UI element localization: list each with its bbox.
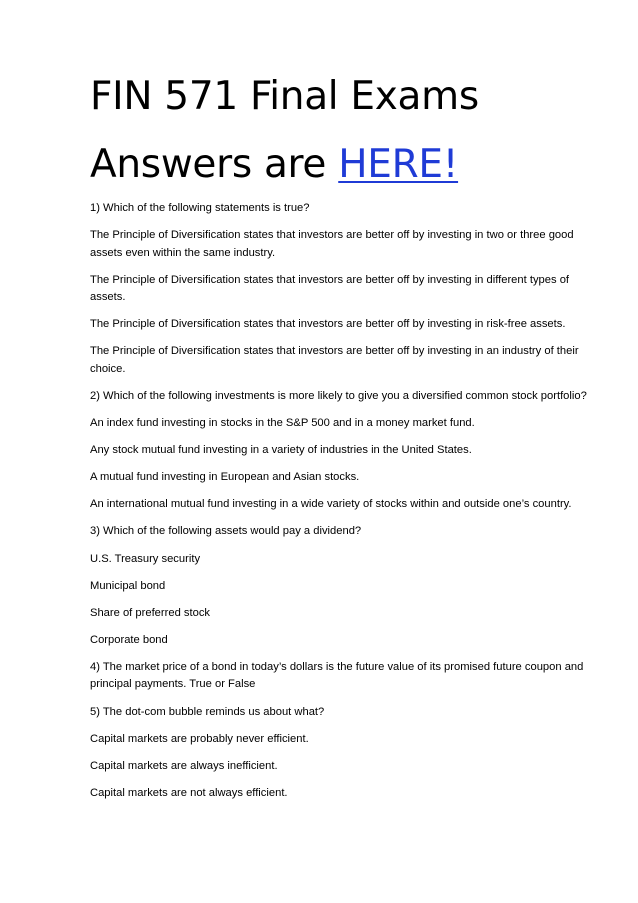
question-3: 3) Which of the following assets would pay a dividend? (90, 525, 362, 538)
answer-option: The Principle of Diversification states that investors are better off by investing in an industry of their choice. (90, 345, 579, 375)
questions-content (90, 200, 590, 802)
title-line-2 (90, 142, 590, 187)
title-line-2-text: Answers are (90, 142, 339, 187)
answer-option: Capital markets are probably never efficient. (90, 732, 309, 745)
answer-option: The Principle of Diversification states that investors are better off by investing in different types of assets. (90, 273, 570, 304)
answer-option: Any stock mutual fund investing in a variety of industries in the United States. (90, 444, 472, 457)
answer-option: The Principle of Diversification states that investors are better off by investing in two or three good assets even within the same industry. (90, 229, 574, 259)
question-1: 1) Which of the following statements is true? (90, 202, 310, 214)
here-link[interactable]: HERE! (338, 142, 459, 187)
answer-option: An international mutual fund investing in a wide variety of stocks within and outside one’s country. (90, 498, 572, 511)
document-page (90, 74, 590, 812)
page-title (90, 74, 590, 187)
answer-option: Corporate bond (90, 633, 168, 646)
answer-option: U.S. Treasury security (90, 552, 201, 565)
answer-option: An index fund investing in stocks in the S&P 500 and in a money market fund. (90, 417, 475, 430)
answer-option: A mutual fund investing in European and Asian stocks. (90, 471, 360, 484)
answer-option: Capital markets are always inefficient. (90, 759, 278, 772)
title-line-1: FIN 571 Final Exams (90, 74, 479, 119)
answer-option: Capital markets are not always efficient. (90, 786, 288, 799)
question-2: 2) Which of the following investments is more likely to give you a diversified common stock portfolio? (90, 389, 587, 402)
answer-option: Municipal bond (90, 579, 166, 592)
question-5: 5) The dot-com bubble reminds us about what? (90, 705, 325, 718)
question-4: 4) The market price of a bond in today’s dollars is the future value of its promised future coupon and principal payments. True or False (90, 660, 584, 691)
answer-option: Share of preferred stock (90, 606, 211, 619)
answer-option: The Principle of Diversification states that investors are better off by investing in risk-free assets. (90, 318, 566, 331)
